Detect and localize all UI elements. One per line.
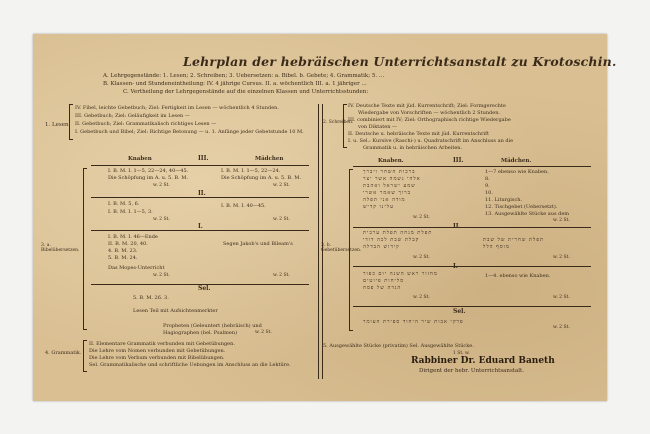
schreiben-row: Wiedergabe von Vorschriften — wöchentlich 2 Stunden. <box>358 110 501 116</box>
class-numeral: II. <box>453 223 461 230</box>
lesen-label: 1. Lesen. <box>45 122 71 128</box>
item-5: 5. Ausgewählte Stücke (privatim) Sel. Ausgewählte Stücke. <box>323 343 474 349</box>
schreiben-row: Grammatik u. in hebräischen Arbeiten. <box>363 145 463 151</box>
table-rule <box>353 227 591 228</box>
maedchen-row: 13. Ausgewählte Stücke aus dem <box>485 211 570 217</box>
knaben-row: Die Schöpfung im A. u. 5. B. M. <box>108 175 188 181</box>
hebrew-text: מחזור ראש השנה יום כפור <box>363 271 438 277</box>
sel-heading: Sel. <box>453 308 466 315</box>
hours: w. 2 St. <box>413 215 430 220</box>
sel-row: Lesen Teil mit Aufsichtenmerkter <box>133 308 218 314</box>
maedchen-row: I. B. M. I. 40—45. <box>221 203 266 209</box>
grammatik-brace <box>83 340 87 372</box>
signature-name: Rabbiner Dr. Eduard Baneth <box>411 356 555 366</box>
grammatik-row: II. Elementare Grammatik verbunden mit Gebetübungen. <box>89 341 235 347</box>
hebrew-text: סליחות פיוטים <box>363 278 405 284</box>
gebete-label: 3. b. Gebetübersetzen. <box>321 243 362 253</box>
hebrew-text: קבלת שבת לכה דודי <box>363 237 420 243</box>
schreiben-row: von Diktaten — <box>358 124 398 130</box>
hours: w. 2 St. <box>413 255 430 260</box>
bibel-label: 3. a. Bibelübersetzen. <box>41 243 80 253</box>
knaben-row: 5. B. M. 24. <box>108 255 138 261</box>
legend-a: A. Lehrgegenstände: 1. Lesen; 2. Schreiben; 3. Uebersetzen: a. Bibel. b. Gebete; 4. Grammatik; 5. ... <box>103 73 385 79</box>
maedchen-heading: Mädchen <box>255 156 284 162</box>
hours: w. 2 St. <box>273 217 290 222</box>
schreiben-row: III. combiniert mit IV; Ziel: Orthographisch richtige Wiedergabe <box>348 117 511 123</box>
schreiben-row: IV. Deutsche Texte mit jüd. Kurrentschrift; Ziel: Formgerechte <box>348 103 506 109</box>
sel-row: Propheten (Geleuntert (hebräisch) und <box>163 323 262 329</box>
hebrew-text: ברכות השחר ויברך <box>363 169 416 175</box>
class-numeral: III. <box>453 157 464 164</box>
signature-role: Dirigent der hebr. Unterrichtsanstalt. <box>419 368 524 374</box>
hebrew-text: שמע ישראל ואהבת <box>363 183 416 189</box>
maedchen-row: I. B. M. I. 1—5, 22—24. <box>221 168 281 174</box>
sel-row: 5. B. M. 26. 3. <box>133 295 169 301</box>
maedchen-row: Die Schöpfung im A. u. 5. B. M. <box>221 175 301 181</box>
hebrew-text: אלהי נשמה אשר יצר <box>363 176 421 182</box>
hours: w. 2 St. <box>273 273 290 278</box>
maedchen-row: 1—7 ebenso wie Knaben. <box>485 169 549 175</box>
schreiben-brace <box>343 104 347 148</box>
hebrew-text: עלינו קדיש <box>363 204 394 210</box>
hebrew-text: תפלת שחרית של שבת <box>483 237 545 243</box>
maedchen-row: 9. <box>485 183 490 189</box>
table-rule <box>353 166 591 167</box>
knaben-row: I. B. M. I. 46—Ende <box>108 234 158 240</box>
maedchen-row: 8. <box>485 176 490 182</box>
table-rule <box>353 266 591 267</box>
hebrew-text: תפלת מנחה תפלת ערבית <box>363 230 433 236</box>
hours: w. 2 St. <box>273 183 290 188</box>
hebrew-text: קידוש הבדלה <box>363 244 400 250</box>
knaben-row: I. B. M. I. 1—5, 22—24, 40—45. <box>108 168 189 174</box>
hours: w. 2 St. <box>153 183 170 188</box>
document-title: Lehrplan der hebräischen Unterrichtsanstalt zu Krotoschin. <box>183 54 617 69</box>
lesen-row: I. Gebetbuch und Bibel; Ziel: Richtige Betonung — u. 1. Anfänge jeder Gebetstunde 10 M. <box>75 129 304 135</box>
maedchen-row: 12. Tischgebet (Uebersetzt). <box>485 204 558 210</box>
lesen-row: IV. Fibel, leichte Gebetbuch; Ziel: Fertigkeit im Lesen — wöchentlich 4 Stunden. <box>75 105 279 111</box>
hebrew-text: ברוך שאמר אשרי <box>363 190 412 196</box>
maedchen-heading: Mädchen. <box>501 158 532 164</box>
sel-heading: Sel. <box>198 285 211 292</box>
hours: w. 2 St. <box>413 295 430 300</box>
class-numeral: I. <box>453 263 458 270</box>
hebrew-text: הגדה של פסח <box>363 285 402 291</box>
hebrew-text: פרקי אבות שיר היחוד ספירת העומר <box>363 319 464 325</box>
hours: w. 2 St. <box>553 295 570 300</box>
class-numeral: I. <box>198 223 203 230</box>
hours: 1 St. w. <box>453 351 470 356</box>
hebrew-text: מודה אני תפלה <box>363 197 406 203</box>
hours: w. 2 St. <box>553 325 570 330</box>
knaben-row: I. B. M. 5, 6. <box>108 201 140 207</box>
bibel-brace <box>83 168 87 330</box>
class-numeral: II. <box>198 190 206 197</box>
lesen-brace <box>69 104 73 140</box>
hours: w. 2 St. <box>553 255 570 260</box>
table-rule <box>91 230 309 231</box>
class-numeral: III. <box>198 155 209 162</box>
center-divider <box>318 104 323 379</box>
maedchen-row: 10. <box>485 190 493 196</box>
legend-b: B. Klassen- und Stundeneintheilung: IV. 4 jährige Cursus. II. a. wöchentlich III. a. 1 jähriger ... <box>103 81 367 87</box>
maedchen-row: 11. Liturgisch. <box>485 197 523 203</box>
hebrew-text: מוסף הלל <box>483 244 510 250</box>
schreiben-row: I. u. Sel.: Kursive (Raschi-) u. Quadratschrift im Anschluss an die <box>348 138 514 144</box>
hours: w. 2 St. <box>153 217 170 222</box>
grammatik-row: Die Lehre vom Nomen verbunden mit Gebetübungen. <box>89 348 226 354</box>
table-rule <box>353 306 591 307</box>
lesen-row: II. Gebetbuch; Ziel: Grammatikalisch richtiges Lesen — <box>75 121 217 127</box>
legend-c: C. Vertheilung der Lehrgegenstände auf die einzelnen Klassen und Unterrichtsstunden: <box>123 89 369 95</box>
knaben-row: 4. B. M. 23. <box>108 248 138 254</box>
table-rule <box>91 197 309 198</box>
grammatik-row: Sel. Grammatikalische und schriftliche Uebungen im Anschluss an die Lektüre. <box>89 362 291 368</box>
document-sheet <box>33 34 617 401</box>
schreiben-row: II. Deutsche u. hebräische Texte mit jüd. Kurrentschrift <box>348 131 489 137</box>
knaben-heading: Knaben <box>128 156 152 162</box>
grammatik-row: Die Lehre vom Verbum verbunden mit Bibelübungen. <box>89 355 225 361</box>
sel-row: Hagiographen (bel. Psalmen) <box>163 330 238 336</box>
maedchen-row: 1—4. ebenso wie Knaben. <box>485 273 551 279</box>
knaben-heading: Knaben. <box>378 158 404 164</box>
hours: w. 2 St. <box>255 330 272 335</box>
table-rule <box>91 165 309 166</box>
lesen-row: III. Gebetbuch; Ziel: Geläufigkeit im Lesen — <box>75 113 190 119</box>
hours: w. 2 St. <box>553 218 570 223</box>
hours: w. 2 St. <box>153 273 170 278</box>
knaben-row: Das Mopes-Unterricht <box>108 265 165 271</box>
grammatik-label: 4. Grammatik. <box>45 350 82 356</box>
schreiben-label: 2. Schreiben. <box>323 120 354 125</box>
knaben-row: II. B. M. 20, 40. <box>108 241 148 247</box>
knaben-row: I. B. M. I. 1—5, 3. <box>108 209 153 215</box>
maedchen-row: Segen Jakob's und Bileam's <box>223 241 293 247</box>
